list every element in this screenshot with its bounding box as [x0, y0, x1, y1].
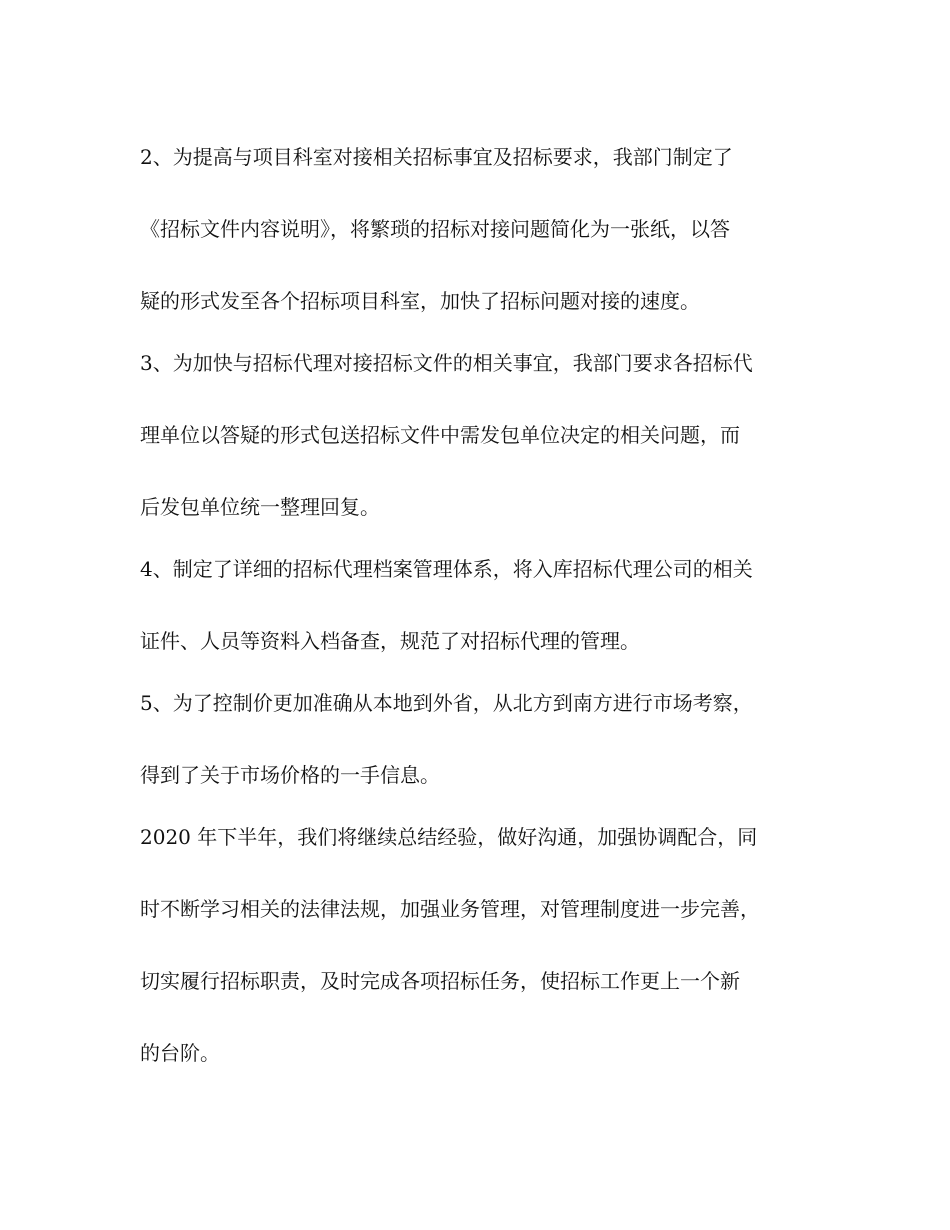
paragraph-4-line-1: 4、制定了详细的招标代理档案管理体系，将入库招标代理公司的相关 [140, 557, 753, 581]
paragraph-6-line-4: 的台阶。 [140, 1041, 220, 1065]
paragraph-2-line-3: 疑的形式发至各个招标项目科室，加快了招标问题对接的速度。 [140, 289, 700, 313]
paragraph-2-line-2: 《招标文件内容说明》，将繁琐的招标对接问题简化为一张纸，以答 [140, 217, 730, 241]
paragraph-2-line-1: 2、为提高与项目科室对接相关招标事宜及招标要求，我部门制定了 [140, 145, 733, 169]
paragraph-6-line-2: 时不断学习相关的法律法规，加强业务管理，对管理制度进一步完善， [140, 897, 760, 921]
paragraph-3-line-2: 理单位以答疑的形式包送招标文件中需发包单位决定的相关问题，而 [140, 423, 740, 447]
paragraph-5-line-1: 5、为了控制价更加准确从本地到外省，从北方到南方进行市场考察， [140, 691, 753, 715]
paragraph-3-line-3: 后发包单位统一整理回复。 [140, 495, 380, 519]
paragraph-6-line-3: 切实履行招标职责，及时完成各项招标任务，使招标工作更上一个新 [140, 969, 740, 993]
paragraph-5-line-2: 得到了关于市场价格的一手信息。 [140, 763, 440, 787]
paragraph-3-line-1: 3、为加快与招标代理对接招标文件的相关事宜，我部门要求各招标代 [140, 351, 753, 375]
paragraph-6-line-1: 2020 年下半年，我们将继续总结经验，做好沟通，加强协调配合，同 [140, 825, 758, 849]
paragraph-4-line-2: 证件、人员等资料入档备查，规范了对招标代理的管理。 [140, 629, 640, 653]
